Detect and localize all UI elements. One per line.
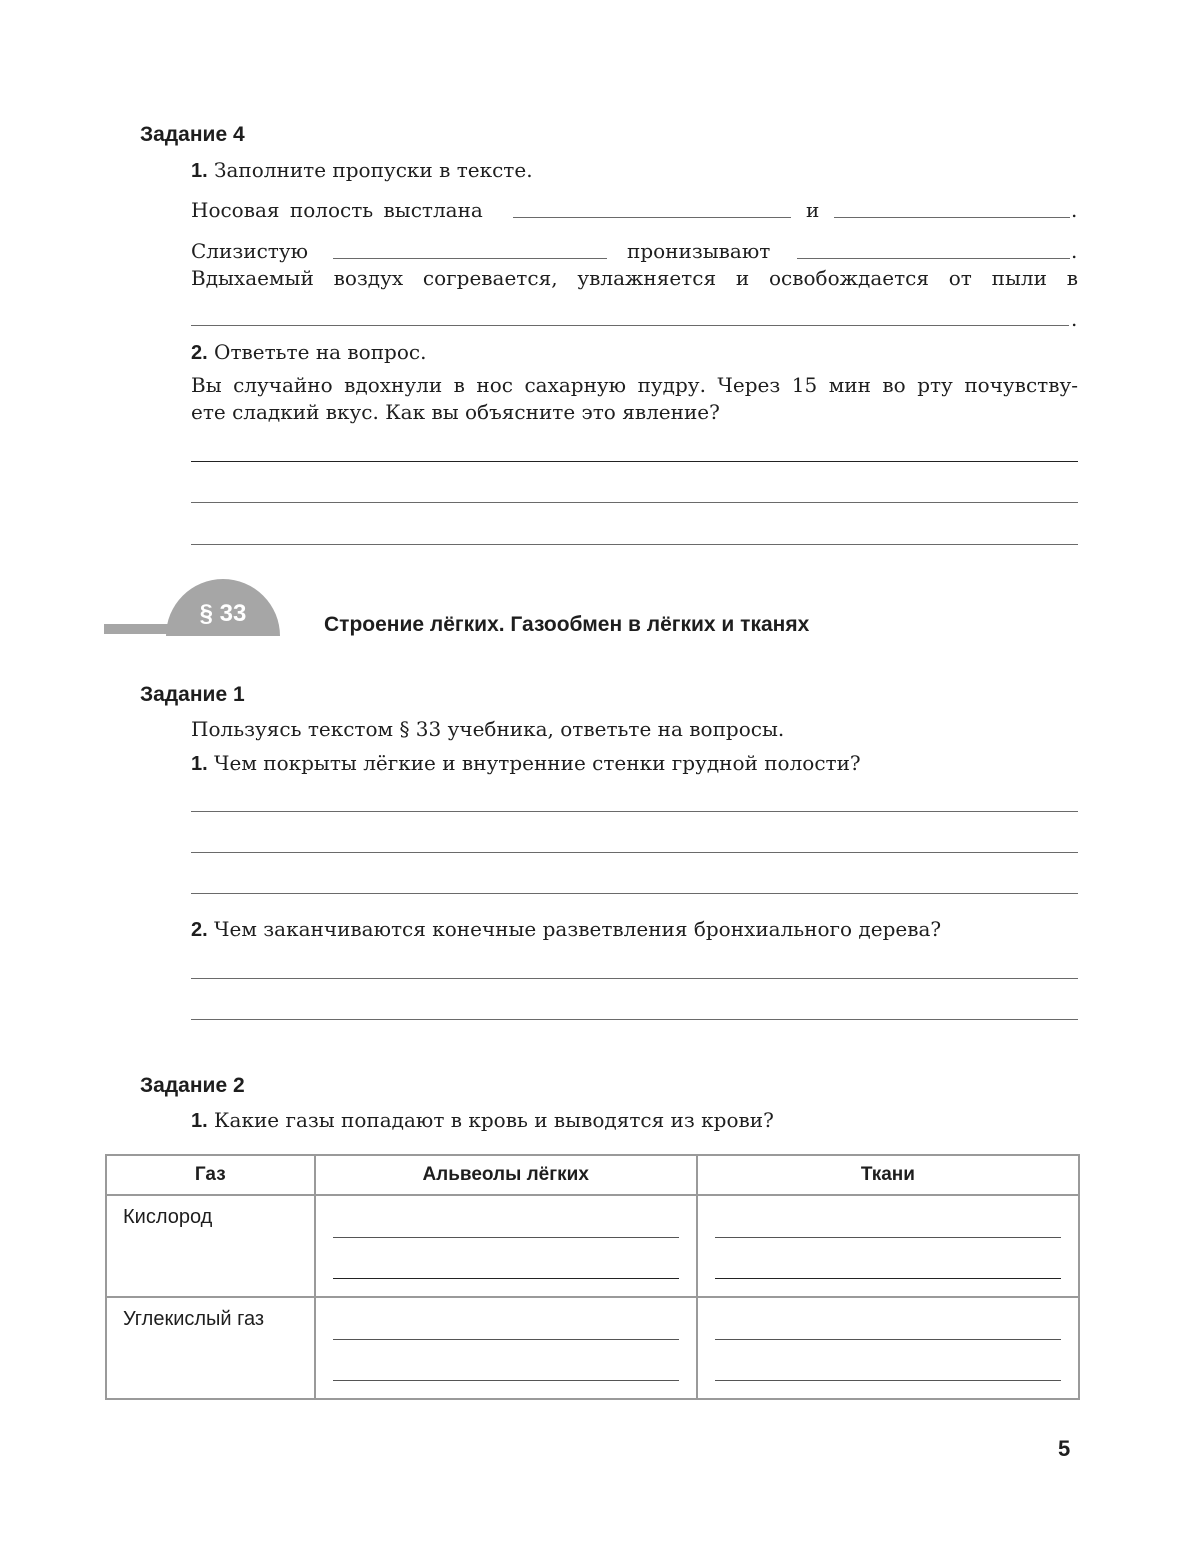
task1-q1-number: 1. <box>191 753 208 775</box>
table-header-alveoli: Альвеолы лёгких <box>315 1155 697 1195</box>
answer-line[interactable] <box>715 1339 1061 1340</box>
table-cell-gas-name <box>106 1195 315 1297</box>
table-cell-tissues-answer[interactable] <box>697 1297 1079 1399</box>
fill-sentence-2-start: Слизистую <box>191 239 309 263</box>
task4-q2-question-line-1: Вы случайно вдохнули в нос сахарную пудру. Через 15 мин во рту почувству- <box>191 373 1078 397</box>
task1-q2 <box>191 916 941 944</box>
gas-exchange-table <box>105 1154 1080 1400</box>
table-cell-tissues-answer[interactable] <box>697 1195 1079 1297</box>
table-cell-alveoli-answer[interactable] <box>315 1297 697 1399</box>
table-cell-gas-name <box>106 1297 315 1399</box>
task1-title: Задание 1 <box>140 683 245 706</box>
task1-q2-number: 2. <box>191 919 208 941</box>
answer-line[interactable] <box>191 893 1078 894</box>
fill-blank-1[interactable] <box>513 217 791 218</box>
task2-q1-number: 1. <box>191 1110 208 1132</box>
fill-blank-4[interactable] <box>797 258 1070 259</box>
task4-q1-number: 1. <box>191 160 208 182</box>
fill-sentence-2-mid: пронизывают <box>627 239 771 263</box>
task1-q2-text: Чем заканчиваются конечные разветвления бронхиального дерева? <box>214 917 942 941</box>
fill-sentence-2-end: . <box>1071 239 1078 263</box>
table-row <box>106 1195 1079 1297</box>
fill-sentence-1-and: и <box>806 198 820 222</box>
task4-title: Задание 4 <box>140 123 245 146</box>
task4-q2-text: Ответьте на вопрос. <box>214 340 427 364</box>
task4-q2-number: 2. <box>191 342 208 364</box>
task1-intro: Пользуясь текстом § 33 учебника, ответьте на вопросы. <box>191 717 785 741</box>
task2-q1-text: Какие газы попадают в кровь и выводятся из крови? <box>214 1108 774 1132</box>
answer-line[interactable] <box>191 852 1078 853</box>
answer-line[interactable] <box>191 544 1078 545</box>
answer-line[interactable] <box>191 461 1078 462</box>
task2-q1 <box>191 1107 774 1135</box>
fill-sentence-3-end: . <box>1071 307 1078 331</box>
task1-q1-text: Чем покрыты лёгкие и внутренние стенки грудной полости? <box>214 751 861 775</box>
fill-blank-2[interactable] <box>834 217 1070 218</box>
task4-q1 <box>191 157 533 185</box>
task4-q2-question-line-2: ете сладкий вкус. Как вы объясните это явление? <box>191 400 720 424</box>
answer-line[interactable] <box>715 1380 1061 1381</box>
fill-sentence-3: Вдыхаемый воздух согревается, увлажняется и освобождается от пыли в <box>191 266 1078 290</box>
answer-line[interactable] <box>191 502 1078 503</box>
task4-q2 <box>191 339 426 367</box>
task4-q1-text: Заполните пропуски в тексте. <box>214 158 533 182</box>
answer-line[interactable] <box>191 978 1078 979</box>
task2-title: Задание 2 <box>140 1074 245 1097</box>
answer-line[interactable] <box>715 1278 1061 1279</box>
gas-co2-label: Углекислый газ <box>123 1308 265 1330</box>
answer-line[interactable] <box>715 1237 1061 1238</box>
table-header-tissues: Ткани <box>697 1155 1079 1195</box>
answer-line[interactable] <box>333 1380 679 1381</box>
answer-line[interactable] <box>333 1237 679 1238</box>
table-row <box>106 1297 1079 1399</box>
table-header-gas: Газ <box>106 1155 315 1195</box>
page-number: 5 <box>1058 1436 1071 1461</box>
answer-line[interactable] <box>333 1339 679 1340</box>
answer-line[interactable] <box>333 1278 679 1279</box>
fill-blank-3[interactable] <box>333 258 607 259</box>
gas-oxygen-label: Кислород <box>123 1206 213 1228</box>
fill-blank-5[interactable] <box>191 325 1069 326</box>
fill-sentence-1-start: Носовая полость выстлана <box>191 198 483 222</box>
answer-line[interactable] <box>191 811 1078 812</box>
section-title: Строение лёгких. Газообмен в лёгких и тканях <box>324 613 810 636</box>
table-header-row <box>106 1155 1079 1195</box>
section-number: § 33 <box>199 600 247 627</box>
task1-q1 <box>191 750 861 778</box>
table-cell-alveoli-answer[interactable] <box>315 1195 697 1297</box>
answer-line[interactable] <box>191 1019 1078 1020</box>
fill-sentence-1-end: . <box>1071 198 1078 222</box>
